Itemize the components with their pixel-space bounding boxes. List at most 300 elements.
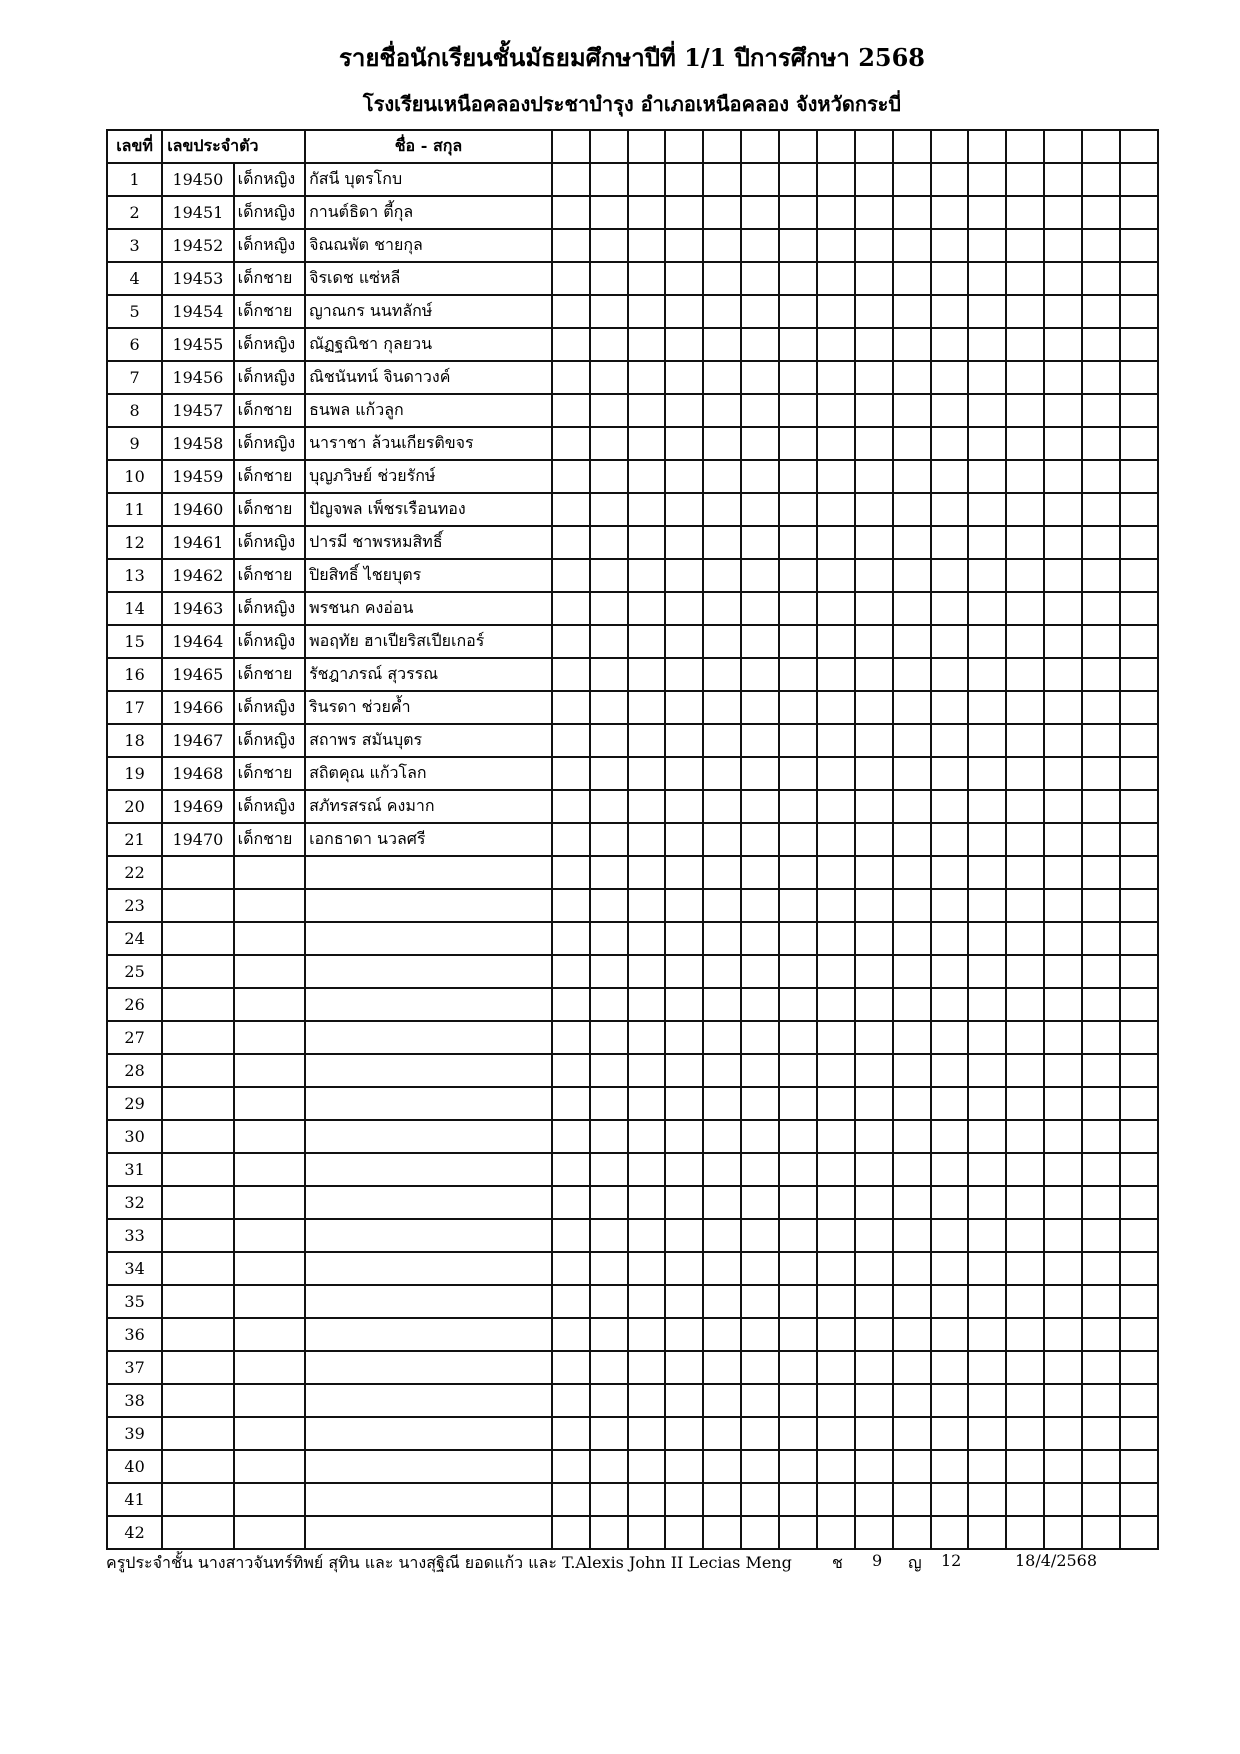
grid-cell	[1044, 559, 1082, 592]
grid-cell	[552, 1186, 590, 1219]
grid-cell	[552, 1384, 590, 1417]
name-prefix	[234, 856, 305, 889]
name-prefix	[234, 1516, 305, 1549]
grid-cell	[628, 790, 666, 823]
grid-cell	[665, 460, 703, 493]
name-prefix	[234, 1285, 305, 1318]
grid-cell	[1082, 1285, 1120, 1318]
grid-cell	[590, 658, 628, 691]
row-number: 23	[107, 889, 162, 922]
grid-cell	[931, 592, 969, 625]
grid-cell	[552, 526, 590, 559]
grid-cell	[665, 1186, 703, 1219]
grid-cell	[590, 1021, 628, 1054]
page-title: รายชื่อนักเรียนชั้นมัธยมศึกษาปีที่ 1/1 ปีการศึกษา 2568	[338, 43, 926, 72]
grid-cell	[1120, 955, 1158, 988]
grid-cell	[590, 493, 628, 526]
grid-cell	[1006, 790, 1044, 823]
student-name: ณัฏฐณิชา กุลยวน	[305, 328, 552, 361]
name-prefix: เด็กชาย	[234, 493, 305, 526]
grid-cell	[1006, 1384, 1044, 1417]
grid-cell	[703, 1351, 741, 1384]
table-row	[107, 1054, 1158, 1087]
grid-cell	[931, 1483, 969, 1516]
header-grid-cell	[931, 130, 969, 163]
grid-cell	[665, 790, 703, 823]
grid-cell	[779, 1252, 817, 1285]
grid-cell	[590, 1252, 628, 1285]
grid-cell	[779, 1483, 817, 1516]
grid-cell	[703, 757, 741, 790]
grid-cell	[741, 1285, 779, 1318]
grid-cell	[703, 196, 741, 229]
grid-cell	[1044, 988, 1082, 1021]
header-grid-cell	[703, 130, 741, 163]
grid-cell	[590, 625, 628, 658]
grid-cell	[628, 1417, 666, 1450]
grid-cell	[855, 1417, 893, 1450]
name-prefix: เด็กหญิง	[234, 790, 305, 823]
grid-cell	[741, 427, 779, 460]
grid-cell	[931, 163, 969, 196]
grid-cell	[968, 229, 1006, 262]
grid-cell	[1082, 1351, 1120, 1384]
grid-cell	[1120, 691, 1158, 724]
grid-cell	[628, 1483, 666, 1516]
table-row	[107, 163, 1158, 196]
grid-cell	[1120, 295, 1158, 328]
grid-cell	[741, 658, 779, 691]
grid-cell	[628, 856, 666, 889]
student-name: สภัทรสรณ์ คงมาก	[305, 790, 552, 823]
grid-cell	[855, 625, 893, 658]
grid-cell	[628, 625, 666, 658]
grid-cell	[855, 955, 893, 988]
grid-cell	[931, 295, 969, 328]
grid-cell	[590, 163, 628, 196]
grid-cell	[665, 1318, 703, 1351]
row-number: 36	[107, 1318, 162, 1351]
grid-cell	[628, 922, 666, 955]
grid-cell	[552, 559, 590, 592]
grid-cell	[665, 1054, 703, 1087]
grid-cell	[1120, 1318, 1158, 1351]
grid-cell	[893, 229, 931, 262]
grid-cell	[552, 592, 590, 625]
grid-cell	[590, 1285, 628, 1318]
grid-cell	[1120, 262, 1158, 295]
grid-cell	[1120, 559, 1158, 592]
table-row	[107, 922, 1158, 955]
grid-cell	[1006, 1087, 1044, 1120]
grid-cell	[1006, 1285, 1044, 1318]
grid-cell	[665, 1087, 703, 1120]
grid-cell	[1006, 163, 1044, 196]
header-grid-cell	[628, 130, 666, 163]
grid-cell	[1044, 394, 1082, 427]
grid-cell	[1120, 460, 1158, 493]
grid-cell	[703, 790, 741, 823]
grid-cell	[590, 1351, 628, 1384]
name-prefix	[234, 988, 305, 1021]
grid-cell	[741, 922, 779, 955]
grid-cell	[741, 592, 779, 625]
name-prefix	[234, 1318, 305, 1351]
grid-cell	[628, 1351, 666, 1384]
grid-cell	[590, 922, 628, 955]
grid-cell	[1082, 493, 1120, 526]
student-id	[162, 922, 233, 955]
name-prefix	[234, 889, 305, 922]
grid-cell	[741, 1021, 779, 1054]
grid-cell	[703, 1021, 741, 1054]
grid-cell	[1082, 361, 1120, 394]
student-name: พอฤทัย ฮาเปียริสเปียเกอร์	[305, 625, 552, 658]
grid-cell	[703, 394, 741, 427]
header-grid-cell	[1006, 130, 1044, 163]
grid-cell	[1120, 196, 1158, 229]
grid-cell	[741, 1186, 779, 1219]
grid-cell	[552, 1483, 590, 1516]
grid-cell	[1120, 1516, 1158, 1549]
grid-cell	[590, 823, 628, 856]
grid-cell	[628, 889, 666, 922]
grid-cell	[590, 691, 628, 724]
grid-cell	[817, 1516, 855, 1549]
grid-cell	[893, 163, 931, 196]
grid-cell	[1082, 856, 1120, 889]
grid-cell	[1120, 757, 1158, 790]
grid-cell	[1044, 856, 1082, 889]
grid-cell	[552, 625, 590, 658]
row-number: 7	[107, 361, 162, 394]
grid-cell	[893, 1219, 931, 1252]
grid-cell	[552, 361, 590, 394]
name-prefix	[234, 1054, 305, 1087]
grid-cell	[552, 1285, 590, 1318]
student-name	[305, 1318, 552, 1351]
name-prefix	[234, 1384, 305, 1417]
table-row	[107, 394, 1158, 427]
grid-cell	[590, 856, 628, 889]
row-number: 30	[107, 1120, 162, 1153]
grid-cell	[628, 460, 666, 493]
grid-cell	[779, 790, 817, 823]
grid-cell	[552, 262, 590, 295]
grid-cell	[703, 1219, 741, 1252]
header-grid-cell	[1082, 130, 1120, 163]
grid-cell	[1044, 955, 1082, 988]
student-name	[305, 1087, 552, 1120]
grid-cell	[931, 790, 969, 823]
grid-cell	[552, 922, 590, 955]
student-name: บุญภวิษย์ ช่วยรักษ์	[305, 460, 552, 493]
grid-cell	[703, 1516, 741, 1549]
table-row	[107, 691, 1158, 724]
grid-cell	[893, 1417, 931, 1450]
grid-cell	[893, 856, 931, 889]
grid-cell	[855, 493, 893, 526]
grid-cell	[1006, 262, 1044, 295]
table-row	[107, 625, 1158, 658]
grid-cell	[741, 361, 779, 394]
grid-cell	[931, 559, 969, 592]
grid-cell	[1006, 1318, 1044, 1351]
row-number: 37	[107, 1351, 162, 1384]
grid-cell	[1006, 1252, 1044, 1285]
grid-cell	[779, 625, 817, 658]
table-row	[107, 955, 1158, 988]
grid-cell	[817, 1384, 855, 1417]
grid-cell	[1120, 988, 1158, 1021]
grid-cell	[817, 163, 855, 196]
header-grid-cell	[1120, 130, 1158, 163]
student-id	[162, 856, 233, 889]
grid-cell	[590, 757, 628, 790]
student-name: สถิตคุณ แก้วโลก	[305, 757, 552, 790]
grid-cell	[1044, 1120, 1082, 1153]
grid-cell	[779, 1153, 817, 1186]
row-number: 18	[107, 724, 162, 757]
grid-cell	[893, 1483, 931, 1516]
student-id	[162, 1384, 233, 1417]
grid-cell	[1044, 691, 1082, 724]
grid-cell	[552, 1120, 590, 1153]
grid-cell	[1044, 1384, 1082, 1417]
student-id	[162, 1087, 233, 1120]
grid-cell	[590, 229, 628, 262]
grid-cell	[968, 856, 1006, 889]
grid-cell	[779, 889, 817, 922]
table-row	[107, 262, 1158, 295]
grid-cell	[703, 328, 741, 361]
grid-cell	[968, 1120, 1006, 1153]
grid-cell	[741, 955, 779, 988]
table-row	[107, 1417, 1158, 1450]
grid-cell	[628, 1318, 666, 1351]
student-name	[305, 1351, 552, 1384]
name-prefix	[234, 1186, 305, 1219]
grid-cell	[1006, 1186, 1044, 1219]
grid-cell	[1044, 1285, 1082, 1318]
grid-cell	[893, 1153, 931, 1186]
grid-cell	[1120, 328, 1158, 361]
grid-cell	[1082, 229, 1120, 262]
grid-cell	[590, 955, 628, 988]
grid-cell	[628, 1120, 666, 1153]
grid-cell	[968, 1516, 1006, 1549]
grid-cell	[968, 427, 1006, 460]
grid-cell	[893, 361, 931, 394]
grid-cell	[968, 790, 1006, 823]
grid-cell	[817, 427, 855, 460]
grid-cell	[968, 724, 1006, 757]
grid-cell	[703, 460, 741, 493]
grid-cell	[1082, 427, 1120, 460]
grid-cell	[817, 1450, 855, 1483]
grid-cell	[1044, 724, 1082, 757]
grid-cell	[931, 526, 969, 559]
grid-cell	[552, 229, 590, 262]
grid-cell	[1082, 1417, 1120, 1450]
grid-cell	[779, 196, 817, 229]
grid-cell	[1082, 757, 1120, 790]
grid-cell	[817, 1417, 855, 1450]
grid-cell	[1082, 1087, 1120, 1120]
grid-cell	[817, 493, 855, 526]
grid-cell	[931, 1516, 969, 1549]
grid-cell	[741, 1153, 779, 1186]
student-id: 19450	[162, 163, 233, 196]
student-id	[162, 1153, 233, 1186]
grid-cell	[1044, 823, 1082, 856]
grid-cell	[665, 1384, 703, 1417]
grid-cell	[779, 1516, 817, 1549]
grid-cell	[817, 1285, 855, 1318]
grid-cell	[931, 823, 969, 856]
student-id: 19470	[162, 823, 233, 856]
grid-cell	[703, 1153, 741, 1186]
grid-cell	[817, 1351, 855, 1384]
grid-cell	[1006, 625, 1044, 658]
student-id: 19462	[162, 559, 233, 592]
grid-cell	[1006, 460, 1044, 493]
grid-cell	[893, 1384, 931, 1417]
student-id	[162, 1450, 233, 1483]
grid-cell	[1044, 1516, 1082, 1549]
grid-cell	[665, 691, 703, 724]
grid-cell	[1006, 1054, 1044, 1087]
grid-cell	[968, 262, 1006, 295]
grid-cell	[893, 724, 931, 757]
grid-cell	[1044, 1087, 1082, 1120]
grid-cell	[703, 1054, 741, 1087]
grid-cell	[1044, 1021, 1082, 1054]
grid-cell	[968, 922, 1006, 955]
grid-cell	[931, 1186, 969, 1219]
table-row	[107, 1219, 1158, 1252]
grid-cell	[1044, 1483, 1082, 1516]
grid-cell	[1082, 1021, 1120, 1054]
grid-cell	[1044, 1186, 1082, 1219]
grid-cell	[1082, 1516, 1120, 1549]
table-row	[107, 658, 1158, 691]
grid-cell	[893, 559, 931, 592]
grid-cell	[552, 988, 590, 1021]
name-prefix: เด็กชาย	[234, 658, 305, 691]
header-grid-cell	[590, 130, 628, 163]
grid-cell	[855, 1450, 893, 1483]
table-row	[107, 988, 1158, 1021]
grid-cell	[1082, 262, 1120, 295]
grid-cell	[1006, 493, 1044, 526]
male-count: 9	[872, 1551, 883, 1570]
grid-cell	[1044, 592, 1082, 625]
grid-cell	[855, 691, 893, 724]
name-prefix	[234, 1450, 305, 1483]
grid-cell	[628, 229, 666, 262]
grid-cell	[741, 526, 779, 559]
grid-cell	[1120, 889, 1158, 922]
student-name: ปิยสิทธิ์ ไชยบุตร	[305, 559, 552, 592]
grid-cell	[1006, 1417, 1044, 1450]
grid-cell	[703, 625, 741, 658]
grid-cell	[1044, 1219, 1082, 1252]
grid-cell	[931, 361, 969, 394]
grid-cell	[665, 889, 703, 922]
student-id	[162, 955, 233, 988]
row-number: 2	[107, 196, 162, 229]
grid-cell	[1006, 427, 1044, 460]
female-count: 12	[941, 1551, 962, 1570]
header-grid-cell	[552, 130, 590, 163]
grid-cell	[779, 592, 817, 625]
grid-cell	[741, 724, 779, 757]
grid-cell	[1006, 988, 1044, 1021]
grid-cell	[628, 1054, 666, 1087]
grid-cell	[779, 394, 817, 427]
grid-cell	[931, 229, 969, 262]
grid-cell	[893, 1186, 931, 1219]
grid-cell	[931, 1417, 969, 1450]
grid-cell	[893, 988, 931, 1021]
student-id	[162, 1186, 233, 1219]
grid-cell	[1006, 922, 1044, 955]
row-number: 15	[107, 625, 162, 658]
grid-cell	[968, 1252, 1006, 1285]
row-number: 42	[107, 1516, 162, 1549]
grid-cell	[817, 955, 855, 988]
grid-cell	[628, 823, 666, 856]
grid-cell	[628, 394, 666, 427]
grid-cell	[855, 988, 893, 1021]
student-id	[162, 1054, 233, 1087]
name-prefix: เด็กหญิง	[234, 526, 305, 559]
grid-cell	[1120, 658, 1158, 691]
row-number: 35	[107, 1285, 162, 1318]
grid-cell	[893, 955, 931, 988]
grid-cell	[703, 922, 741, 955]
grid-cell	[893, 625, 931, 658]
grid-cell	[1044, 328, 1082, 361]
name-prefix	[234, 1483, 305, 1516]
grid-cell	[817, 592, 855, 625]
grid-cell	[665, 1120, 703, 1153]
grid-cell	[703, 559, 741, 592]
name-prefix: เด็กชาย	[234, 394, 305, 427]
student-id: 19465	[162, 658, 233, 691]
grid-cell	[893, 1285, 931, 1318]
grid-cell	[1082, 295, 1120, 328]
student-name	[305, 922, 552, 955]
table-row	[107, 1021, 1158, 1054]
grid-cell	[931, 1384, 969, 1417]
grid-cell	[552, 1417, 590, 1450]
female-label: ญ	[908, 1553, 922, 1572]
grid-cell	[893, 1021, 931, 1054]
grid-cell	[628, 295, 666, 328]
header-grid-cell	[1044, 130, 1082, 163]
grid-cell	[665, 1153, 703, 1186]
grid-cell	[552, 1516, 590, 1549]
row-number: 8	[107, 394, 162, 427]
grid-cell	[1006, 757, 1044, 790]
grid-cell	[590, 1120, 628, 1153]
table-row	[107, 790, 1158, 823]
grid-cell	[1006, 658, 1044, 691]
grid-cell	[552, 295, 590, 328]
grid-cell	[1006, 724, 1044, 757]
